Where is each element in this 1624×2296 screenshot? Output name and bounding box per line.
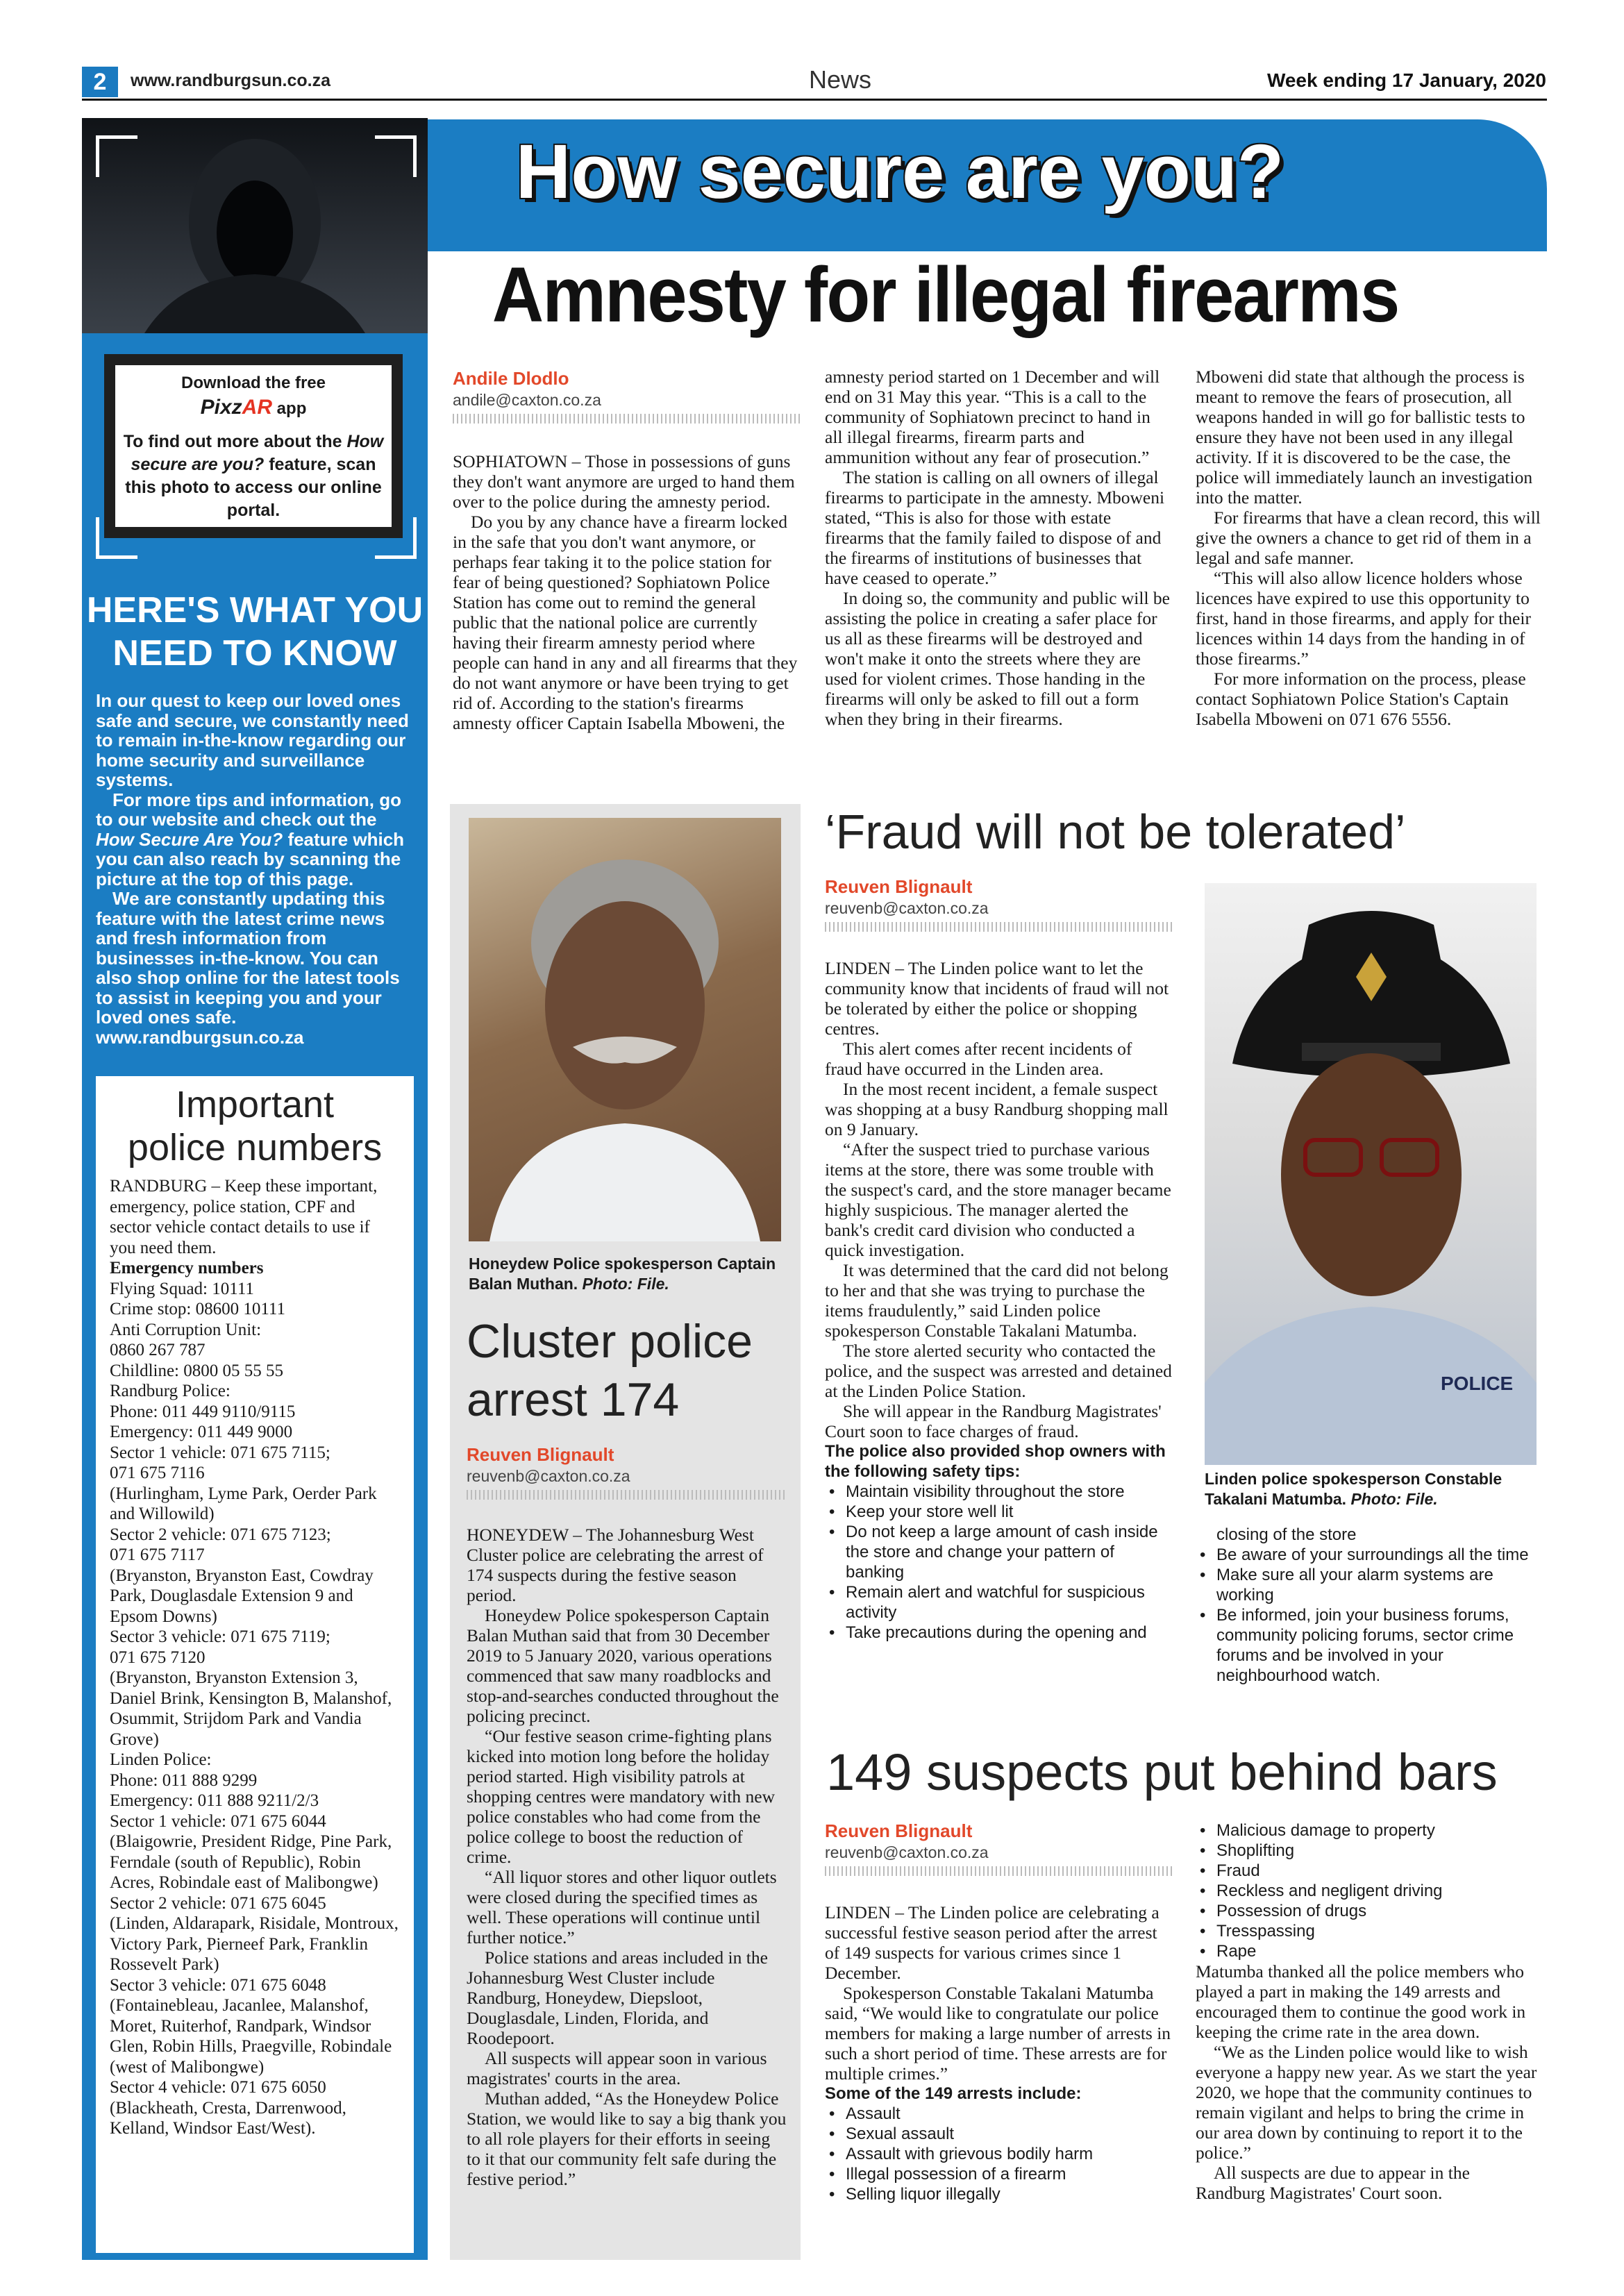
- section-label: News: [808, 65, 872, 94]
- suspects-list-a: • Assault • Sexual assault • Assault with grievous bodily harm • Illegal possession of a firearm • Selling liquor illegally: [825, 2104, 1172, 2204]
- muthan-photo-caption: Honeydew Police spokesperson Captain Balan Muthan. Photo: File.: [469, 1255, 776, 1293]
- download-label: Download the free: [181, 374, 326, 392]
- police-badge-text: POLICE: [1441, 1373, 1514, 1394]
- suspects-list-b: • Malicious damage to property • Shoplifting • Fraud • Reckless and negligent driving • Possession of drugs • Tresspassing • Rape: [1196, 1820, 1543, 1961]
- suspects-column-2: • Malicious damage to property • Shoplifting • Fraud • Reckless and negligent driving • Possession of drugs • Tresspassing • Rape Matumba thanked all the police members who played a part in making the 149 arrests and encouraged them to continue the good work in keeping the crime rate in the area down. “We as the Linden police would like to wish everyone a happy new year. As we start the year 2020, we hope that the community continues to remain vigilant and helps to bring the crime in our area down by continuing to report it to the police.” All suspects are due to appear in the Randburg Magistrates' Court soon.: [1196, 1820, 1543, 2203]
- header-rule: [82, 99, 1547, 101]
- police-numbers-box: [96, 1076, 414, 2253]
- suspects-list-heading: Some of the 149 arrests include:: [825, 2084, 1082, 2103]
- person-portrait-icon: [469, 818, 781, 1241]
- amnesty-column-3: Mboweni did state that although the process is meant to remove the fears of prosecution, all weapons handed in will go for ballistic tests to ensure they have not been used in any illegal activity. If it is discovered to be the case, the police will immediately launch an investigation into the matter. For firearms that have a clean record, this will give the owners a chance to get rid of them in a legal and safe manner. “This will also allow licence holders whose licences have expired to use this opportunity to first, hand in those firearms, and apply for their licences within 14 days from the handing in of those firearms.” For more information on the process, please contact Sophiatown Police Station's Captain Isabella Mboweni on 071 676 5556.: [1196, 367, 1541, 729]
- suspects-title: 149 suspects put behind bars: [826, 1743, 1498, 1801]
- scan-corner-top-right: [375, 135, 417, 177]
- amnesty-column-1: SOPHIATOWN – Those in possessions of guns they don't want anymore are urged to hand them over to the police during the amnesty period. Do you by any chance have a firearm locked in the safe that you don't want anymore, or perhaps fear taking it to the police station for fear of being questioned? Sophiatown Police Station has come out to remind the general public that the national police are currently having their firearm amnesty period where people can hand in any and all firearms that they do not want anymore or have been trying to get rid of. According to the station's firearms amnesty officer Captain Isabella Mboweni, the: [453, 451, 798, 733]
- muthan-photo: [469, 818, 781, 1241]
- cluster-email[interactable]: reuvenb@caxton.co.za: [467, 1467, 630, 1485]
- amnesty-column-2: amnesty period started on 1 December and will end on 31 May this year. “This is a call to the community of Sophiatown precinct to hand in all illegal firearms, firearm parts and ammunition without any fear of prosecution.” The station is calling on all owners of illegal firearms to participate in the amnesty. Mboweni stated, “This is also for those with estate firearms that the family failed to dispose of and the firearms of institutions of businesses that have ceased to operate.” In doing so, the community and public will be assisting the police in creating a safer place for us all as these firearms will be destroyed and won't make it onto the streets where they are used for violent crimes. Those handing in the firearms will only be asked to fill out a form when they bring in their firearms.: [825, 367, 1170, 729]
- page-number: 2: [82, 67, 118, 97]
- issue-date: Week ending 17 January, 2020: [1266, 69, 1546, 91]
- amnesty-email[interactable]: andile@caxton.co.za: [453, 391, 601, 409]
- cluster-body: HONEYDEW – The Johannesburg West Cluster police are celebrating the arrest of 174 suspects during the festive season period. Honeydew Police spokesperson Captain Balan Muthan said that from 30 December 2019 to 5 January 2020, various operations commenced that saw many roadblocks and stop-and-searches conducted throughout the policing precinct. “Our festive season crime-fighting plans kicked into motion long before the holiday period started. High visibility patrols at shopping centres were mandatory with new police constables who had come from the police college to boost the reduction of crime. “All liquor stores and other liquor outlets were closed during the specified times as well. These operations will continue until further notice.” Police stations and areas included in the Johannesburg West Cluster include Randburg, Honeydew, Diepsloot, Douglasdale, Linden, Florida, and Roodepoort. All suspects will appear soon in various magistrates' courts in the area. Muthan added, “As the Honeydew Police Station, we would like to say a big thank you to all role players for their efforts in seeing to it that our community felt safe during the festive period.”: [467, 1525, 787, 2189]
- cluster-title: Cluster police arrest 174: [467, 1315, 753, 1426]
- fraud-body: LINDEN – The Linden police want to let the community know that incidents of fraud will not be tolerated by either the police or shopping centres. This alert comes after recent incidents of fraud have occurred in the Linden area. In the most recent incident, a female suspect was shopping at a busy Randburg shopping mall on 9 January. “After the suspect tried to purchase various items at the store, there was some trouble with the suspect's card, and the store manager became highly suspicious. The manager alerted the bank's credit card division who conducted a quick investigation. It was determined that the card did not belong to her and that she was trying to purchase the items fraudulently,” said Linden police spokesperson Constable Takalani Matumba. The store alerted security who contacted the police, and the suspect was arrested and detained at the Linden Police Station. She will appear in the Randburg Magistrates' Court soon to face charges of fraud. The police also provided shop owners with the following safety tips: • Maintain visibility throughout the store • Keep your store well lit • Do not keep a large amount of cash inside the store and change your pattern of banking • Remain alert and watchful for suspicious activity • Take precautions during the opening and: [825, 958, 1172, 1643]
- banner-title: How secure are you?: [515, 129, 1284, 215]
- suspects-body: LINDEN – The Linden police are celebrating a successful festive season period after the arrest of 149 suspects for various crimes since 1 December. Spokesperson Constable Takalani Matumba said, “We would like to congratulate our police members for making a large number of arrests in such a short period of time. These arrests are for multiple crimes.” Some of the 149 arrests include: • Assault • Sexual assault • Assault with grievous bodily harm • Illegal possession of a firearm • Selling liquor illegally: [825, 1902, 1172, 2204]
- police-numbers-list: RANDBURG – Keep these important, emergency, police station, CPF and sector vehicle contact details to use if you need them. Emergency numbers Flying Squad: 10111 Crime stop: 08600 10111 Anti Corruption Unit: 0860 267 787 Childline: 0800 05 55 55 Randburg Police: Phone: 011 449 9110/9115 Emergency: 011 449 9000 Sector 1 vehicle: 071 675 7115; 071 675 7116 (Hurlingham, Lyme Park, Oerder Park and Willowild) Sector 2 vehicle: 071 675 7123; 071 675 7117 (Bryanston, Bryanston East, Cowdray Park, Douglasdale Extension 9 and Epsom Downs) Sector 3 vehicle: 071 675 7119; 071 675 7120 (Bryanston, Bryanston Extension 3, Daniel Brink, Kensington B, Malanshof, Osummit, Strijdom Park and Vandia Grove) Linden Police: Phone: 011 888 9299 Emergency: 011 888 9211/2/3 Sector 1 vehicle: 071 675 6044 (Blaigowrie, President Ridge, Pine Park, Ferndale (south of Republic), Robin Acres, Robindale east of Malibongwe) Sector 2 vehicle: 071 675 6045 (Linden, Aldarapark, Risidale, Montroux, Victory Park, Pierneef Park, Franklin Rossevelt Park) Sector 3 vehicle: 071 675 6048 (Fontainebleau, Jacanlee, Malanshof, Moret, Ruiterhof, Randpark, Windsor Glen, Robin Hills, Praegville, Robindale (west of Malibongwe) Sector 4 vehicle: 071 675 6050 (Blackheath, Cresta, Darrenwood, Kelland, Windsor East/West).: [110, 1177, 399, 2138]
- suspects-byline: Reuven Blignault reuvenb@caxton.co.za: [825, 1820, 1172, 1876]
- amnesty-byline: Andile Dlodlo andile@caxton.co.za: [453, 368, 800, 424]
- fraud-byline: Reuven Blignault reuvenb@caxton.co.za: [825, 876, 1172, 932]
- website-link[interactable]: www.randburgsun.co.za: [96, 1026, 304, 1048]
- officer-portrait-icon: [1205, 883, 1537, 1465]
- fraud-tips-heading: The police also provided shop owners with the following safety tips:: [825, 1442, 1166, 1481]
- scan-instructions: To find out more about the How secure are you? feature, scan this photo to access our online portal.: [123, 432, 384, 520]
- suspects-email[interactable]: reuvenb@caxton.co.za: [825, 1843, 989, 1861]
- site-url: www.randburgsun.co.za: [131, 71, 330, 90]
- need-to-know-title: HERE'S WHAT YOU NEED TO KNOW: [86, 590, 424, 673]
- matumba-photo: [1205, 883, 1537, 1465]
- police-numbers-title: Important police numbers: [127, 1084, 383, 1168]
- need-to-know-body: In our quest to keep our loved ones safe and secure, we constantly need to remain in-the-know regarding our home security and surveillance systems. For more tips and information, go to our website and check out the How Secure Are You? feature which you can also reach by scanning the picture at the top of this page. We are constantly updating this feature with the latest crime news and fresh information from businesses in-the-know. You can also shop online for the latest tools to assist in keeping you and your loved ones safe. www.randburgsun.co.za: [96, 691, 415, 1047]
- scan-promo-box: [104, 354, 403, 538]
- amnesty-headline: Amnesty for illegal firearms: [492, 251, 1399, 338]
- fraud-email[interactable]: reuvenb@caxton.co.za: [825, 899, 989, 917]
- matumba-photo-caption: Linden police spokesperson Constable Takalani Matumba. Photo: File.: [1205, 1470, 1502, 1508]
- fraud-tips-continued: closing of the store • Be aware of your surroundings all the time • Make sure all your alarm systems are working • Be informed, join your business forums, community policing forums, sector crime forums and be involved in your neighbourhood watch.: [1196, 1525, 1543, 1686]
- scan-corner-top-left: [96, 135, 137, 177]
- fraud-tips-list: • Maintain visibility throughout the store • Keep your store well lit • Do not keep a large amount of cash inside the store and change your pattern of banking • Remain alert and watchful for suspicious activity • Take precautions during the opening and: [825, 1482, 1172, 1643]
- fraud-title: ‘Fraud will not be tolerated’: [825, 805, 1406, 859]
- pixzar-logo: PixzAR app: [200, 396, 307, 419]
- cluster-byline: Reuven Blignault reuvenb@caxton.co.za: [467, 1444, 786, 1500]
